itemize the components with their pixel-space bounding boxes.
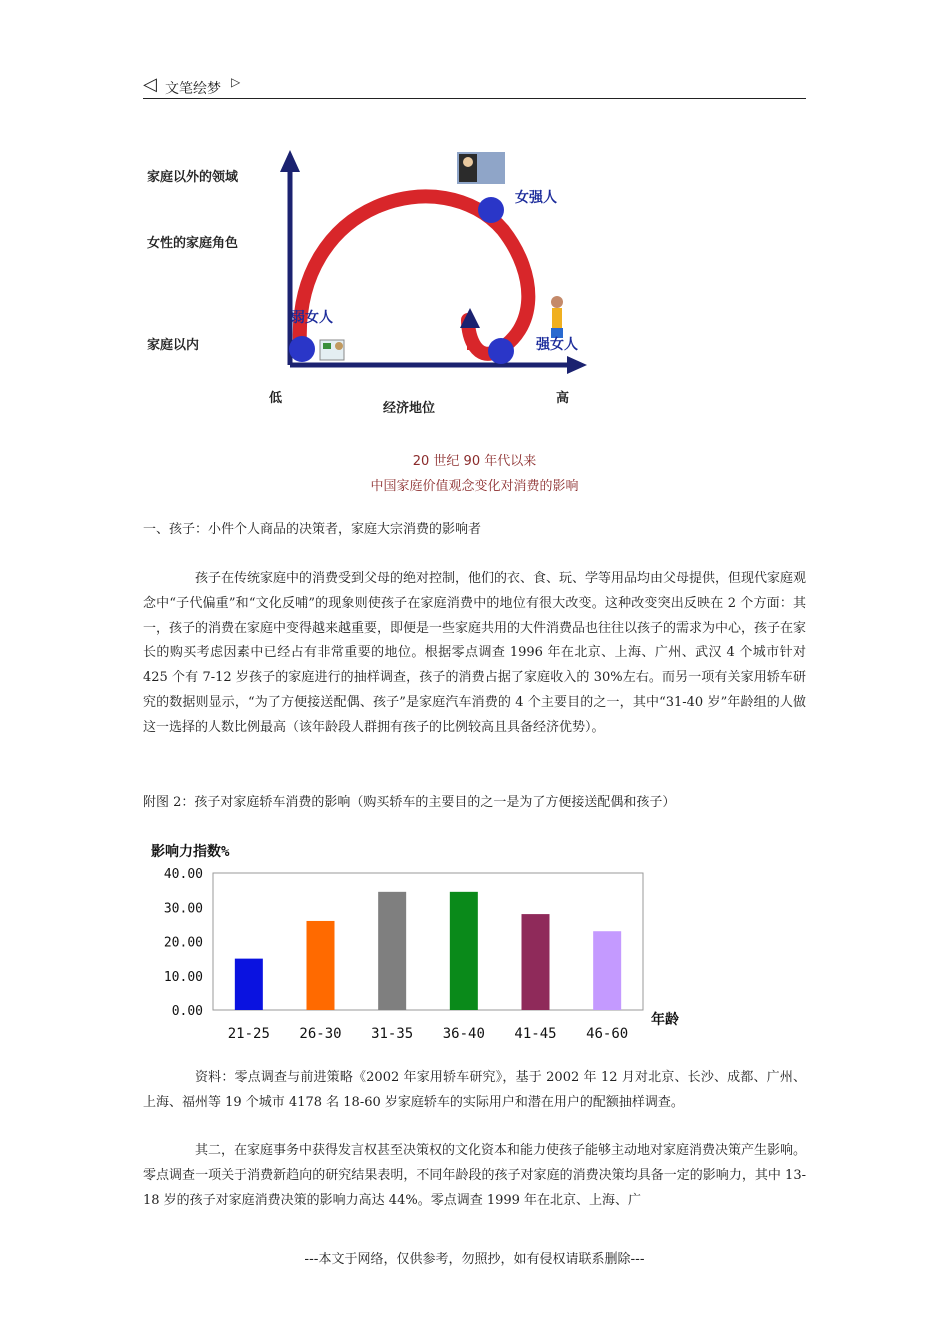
x-tick-label: 21-25: [227, 1026, 270, 1042]
right-triangle-icon: ▷: [231, 75, 241, 89]
figure-women-roles: [143, 140, 613, 430]
x-label-high: 高: [556, 391, 570, 406]
x-axis-label: 年龄: [651, 1012, 679, 1028]
y-tick-label: 0.00: [171, 1004, 203, 1019]
figure2-title: 附图 2：孩子对家庭轿车消费的影响（购买轿车的主要目的之一是为了方便接送配偶和孩子）: [143, 795, 676, 810]
y-tick-label: 30.00: [163, 901, 203, 917]
y-axis-arrow: [280, 150, 300, 172]
label-weak-woman: 弱女人: [291, 310, 333, 326]
plot-frame: [213, 873, 643, 1010]
y-label-inside-home: 家庭以内: [147, 338, 200, 353]
y-axis-label: 影响力指数%: [151, 844, 230, 860]
x-axis-title: 经济地位: [383, 401, 436, 416]
bar-41-45: [522, 914, 550, 1010]
page-header: [143, 72, 806, 99]
bar-21-25: [235, 959, 263, 1010]
label-career-woman: 女强人: [515, 190, 557, 206]
bar-31-35: [378, 892, 406, 1010]
bar-36-40: [450, 892, 478, 1010]
x-label-low: 低: [269, 391, 283, 406]
paragraph-2: 其二，在家庭事务中获得发言权甚至决策权的文化资本和能力使孩子能够主动地对家庭消费决策产生影响。零点调查一项关于消费新趋向的研究结果表明，不同年龄段的孩子对家庭的消费决策均具备一定的影响力，其中 13-18 岁的孩子对家庭消费决策的影响力高达 44%。零点调查 1999 年在北京、上海、广: [143, 1143, 807, 1208]
section-title: 一、孩子：小件个人商品的决策者，家庭大宗消费的影响者: [143, 522, 482, 537]
bar-chart-svg: [143, 838, 688, 1048]
paragraph-1: 孩子在传统家庭中的消费受到父母的绝对控制，他们的衣、食、玩、学等用品均由父母提供，但现代家庭观念中“子代偏重”和“文化反哺”的现象则使孩子在家庭消费中的地位有很大改变。这种改变突出反映在 2 个方面：其一，孩子的消费在家庭中变得越来越重要，即便是一些家庭共用的大件消费品也往往以孩子的需求为中心，孩子在家长的购买考虑因素中已经占有非常重要的地位。根据零点调查 1996 年在北京、上海、广州、武汉 4 个城市针对 425 个有 7-12 岁孩子的家庭进行的抽样调查，孩子的消费占据了家庭收入的 30%左右。而另一项有关家用轿车研究的数据则显示，“为了方便接送配偶、孩子”是家庭汽车消费的 4 个主要目的之一，其中“31-40 岁”年龄组的人做这一选择的人数比例最高（该年龄段人群拥有孩子的比例较高且具备经济优势）。: [143, 571, 807, 735]
bar-46-60: [593, 931, 621, 1010]
header-title: 文笔绘梦: [165, 81, 221, 97]
figure1-graphic: [143, 140, 613, 430]
y-tick-label: 20.00: [163, 935, 203, 951]
y-tick-label: 10.00: [163, 969, 203, 985]
x-axis-arrow: [567, 356, 587, 374]
dot-strong-woman: [488, 338, 514, 364]
caption-line2: 中国家庭价值观念变化对消费的影响: [370, 479, 579, 494]
x-tick-label: 36-40: [442, 1026, 485, 1042]
label-strong-woman: 强女人: [536, 337, 578, 353]
bar-chart: [143, 838, 688, 1048]
y-label-outside-home: 家庭以外的领域: [147, 170, 239, 185]
x-tick-label: 41-45: [514, 1026, 557, 1042]
bar-26-30: [307, 921, 335, 1010]
x-tick-label: 46-60: [586, 1026, 629, 1042]
y-label-female-role: 女性的家庭角色: [147, 236, 239, 251]
x-tick-label: 31-35: [371, 1026, 414, 1042]
y-tick-label: 40.00: [163, 867, 203, 882]
left-triangle-icon: ◁: [143, 74, 157, 95]
desk-worker-icon: [320, 340, 344, 360]
dot-weak-woman: [289, 336, 315, 362]
dot-strong-career-woman: [478, 197, 504, 223]
source-note: 资料：零点调查与前进策略《2002 年家用轿车研究》，基于 2002 年 12 月对北京、长沙、成都、广州、上海、福州等 19 个城市 4178 名 18-60 岁家庭轿车的实际用户和潜在用户的配额抽样调查。: [143, 1070, 806, 1110]
x-tick-label: 26-30: [299, 1026, 342, 1042]
footer-disclaimer: ---本文于网络，仅供参考，勿照抄，如有侵权请联系删除---: [304, 1252, 645, 1267]
figure-person-icon: [551, 296, 563, 338]
caption-line1: 20 世纪 90 年代以来: [412, 454, 537, 469]
